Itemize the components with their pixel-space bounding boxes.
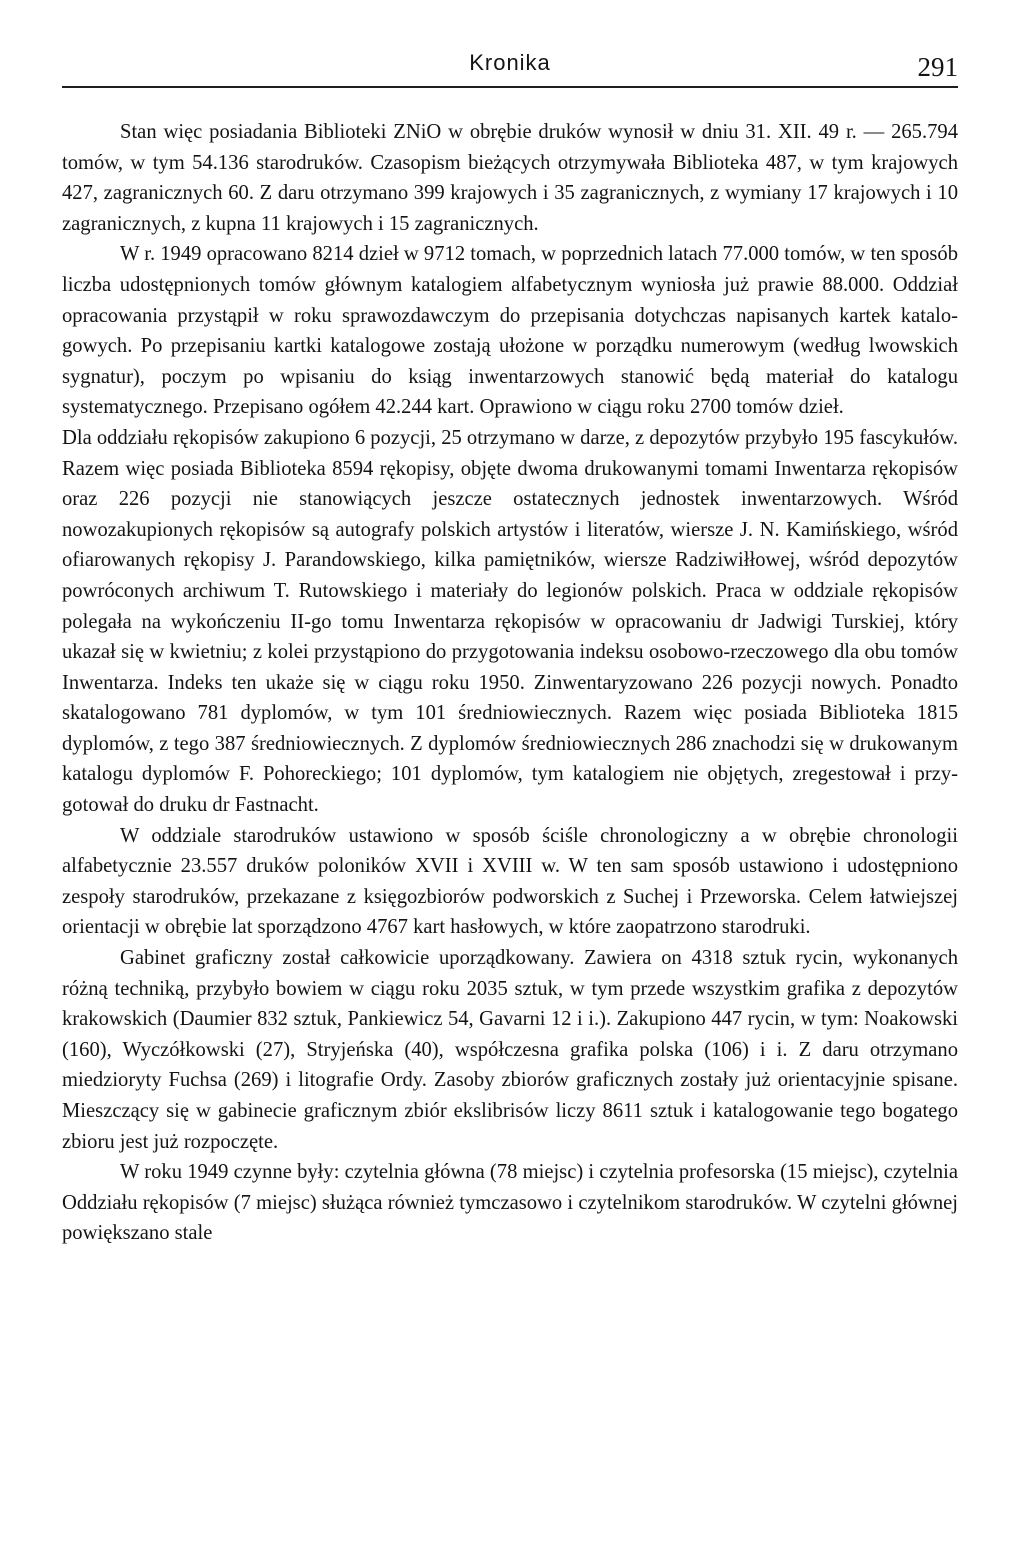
body-text: [62, 117, 958, 1249]
header-rule: [62, 86, 958, 88]
paragraph-collection-status: Stan więc posiadania Biblioteki ZNiO w obrębie druków wynosił w dniu 31. XII. 49 r. — 265.794 tomów, w tym 54.136 starodruków. Czasopism bieżących otrzymywała Biblioteka 487, w tym krajowych 427, zagranicznych 60. Z daru otrzymano 399 krajowych i 35 zagranicznych, z wymiany 17 krajowych i 10 zagranicznych, z kupna 11 krajowych i 15 zagranicznych.: [62, 121, 958, 235]
page-header: [62, 48, 958, 88]
page-number: 291: [917, 52, 958, 82]
paragraph-manuscripts: Dla oddziału rękopisów zakupiono 6 pozycji, 25 otrzymano w darze, z depozytów przybyło 195 fascykułów. Razem więc posiada Biblioteka 8594 rękopisy, objęte dwoma drukowanymi tomami Inwentarza rękopisów oraz 226 pozycji nie stanowiących jeszcze ostatecznych jednostek inwentarzowych. Wśród nowozakupionych rękopisów są autografy polskich artystów i literatów, wiersze J. N. Kamińskiego, wśród ofiarowanych rękopisy J. Parandowskiego, kilka pamiętników, wiersze Radziwiłłowej, wśród depozytów powróconych archiwum T. Rutowskiego i materiały do legionów polskich. Praca w oddziale rękopisów polegała na wykończeniu II-go tomu Inwentarza rękopisów w opracowaniu dr Jadwigi Turskiej, który ukazał się w kwietniu; z kolei przystąpiono do przygotowania indeksu osobowo-rzeczowego dla obu tomów Inwentarza. Indeks ten ukaże się w ciągu roku 1950. Zinwentaryzowano 226 pozycji nowych. Ponadto skatalogowano 781 dyplomów, w tym 101 średniowiecznych. Razem więc posiada Biblioteka 1815 dyplomów, z tego 387 średniowiecznych. Z dyplomów średniowiecznych 286 znachodzi się w drukowanym katalogu dyplomów F. Pohoreckiego; 101 dyplomów, tym katalogiem nie objętych, zregestował i przygotował do druku dr Fastnacht.: [62, 426, 958, 817]
paragraph-cataloguing: W r. 1949 opracowano 8214 dzieł w 9712 tomach, w poprzednich latach 77.000 tomów, w ten sposób liczba udostępnionych tomów głównym katalogiem alfabetycznym wyniosła już prawie 88.000. Oddział opracowania przystąpił w roku sprawozdawczym do przepisania dotychczas napisanych kartek katalogowych. Po przepisaniu kartki katalogowe zostają ułożone w porządku numerowym (według lwowskich sygnatur), poczym po wpisaniu do ksiąg inwentarzowych stanowić będą materiał do katalogu systematycznego. Przepisano ogółem 42.244 kart. Oprawiono w ciągu roku 2700 tomów dzieł.: [62, 243, 958, 419]
paragraph-reading-rooms: W roku 1949 czynne były: czytelnia główna (78 miejsc) i czytelnia profesorska (15 miejsc), czytelnia Oddziału rękopisów (7 miejsc) służąca również tymczasowo i czytelnikom starodruków. W czytelni głównej powiększano stale: [62, 1161, 958, 1245]
running-head: Kronika: [469, 50, 551, 75]
paragraph-old-prints: W oddziale starodruków ustawiono w sposób ściśle chronologiczny a w obrębie chronologii alfabetycznie 23.557 druków poloników XVII i XVIII w. W ten sam sposób ustawiono i udostępniono zespoły starodruków, przekazane z księgozbiorów podworskich z Suchej i Przeworska. Celem łatwiejszej orientacji w obrębie lat sporządzono 4767 kart hasłowych, w które zaopatrzono starodruki.: [62, 824, 958, 939]
paragraph-graphics-cabinet: Gabinet graficzny został całkowicie uporządkowany. Zawiera on 4318 sztuk rycin, wykonanych różną techniką, przybyło bowiem w ciągu roku 2035 sztuk, w tym przede wszystkim grafika z depozytów krakowskich (Daumier 832 sztuk, Pankiewicz 54, Gavarni 12 i i.). Zakupiono 447 rycin, w tym: Noakowski (160), Wyczółkowski (27), Stryjeńska (40), współczesna grafika polska (106) i i. Z daru otrzymano miedzioryty Fuchsa (269) i litografie Ordy. Zasoby zbiorów graficznych zostały już orientacyjnie spisane. Mieszczący się w gabinecie graficznym zbiór ekslibrisów liczy 8611 sztuk i katalogowanie tego bogatego zbioru jest już rozpoczęte.: [62, 947, 958, 1153]
